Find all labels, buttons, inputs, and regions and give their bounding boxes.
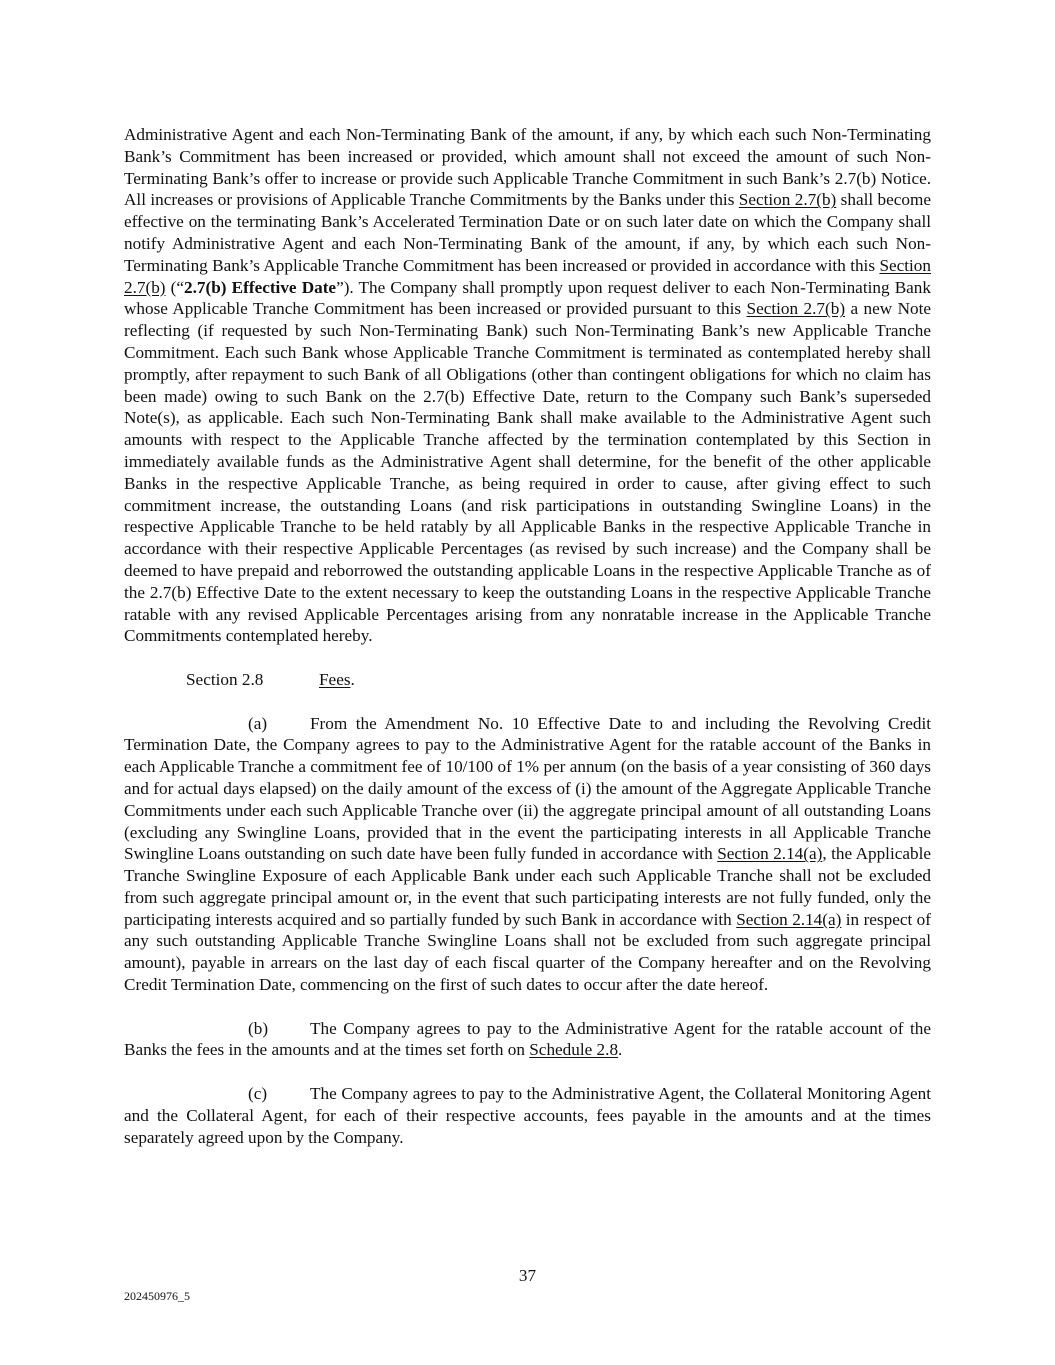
text-run: a new Note reflecting (if requested by such Non-Terminating Bank) such Non-Terminating Bank’s new Applicable Tranche Commitment. Each such Bank whose Applicable Tranche Commitment is terminated as contemplated hereby shall promptly, after repayment to such Bank of all Obligations (other than contingent obligations for which no claim has been made) owing to such Bank on the 2.7(b) Effective Date, return to the Company such Bank’s superseded Note(s), as applicable. Each such Non-Terminating Bank shall make available to the Administrative Agent such amounts with respect to the Applicable Tranche affected by the termination contemplated by this Section in immediately available funds as the Administrative Agent shall determine, for the benefit of the other applicable Banks in the respective Applicable Tranche, as being required in order to cause, after giving effect to such commitment increase, the outstanding Loans (and risk participations in outstanding Swingline Loans) in the respective Applicable Tranche to be held ratably by all Applicable Banks in the respective Applicable Tranche in accordance with their respective Applicable Percentages (as revised by such increase) and the Company shall be deemed to have prepaid and reborrowed the outstanding applicable Loans in the respective Applicable Tranche as of the 2.7(b) Effective Date to the extent necessary to keep the outstanding Loans in the respective Applicable Tranche ratable with any revised Applicable Percentages arising from any nonratable increase in the Applicable Tranche Commitments contemplated hereby. xyxy=(124,299,931,646)
paragraph-label: (b) xyxy=(248,1018,269,1038)
document-id: 202450976_5 xyxy=(124,1289,190,1303)
section-reference: Section 2.7(b) xyxy=(738,190,837,210)
paragraph-a xyxy=(124,713,931,996)
page-number: 37 xyxy=(518,1266,537,1285)
section-reference: Section 2.14(a) xyxy=(736,909,842,929)
paragraph-c xyxy=(124,1083,931,1148)
section-title-punct: . xyxy=(350,669,355,689)
text-run: The Company agrees to pay to the Administrative Agent for the ratable account of the Banks the fees in the amounts and at the times set forth on xyxy=(124,1018,931,1060)
text-run: Administrative Agent and each Non-Terminating Bank of the amount, if any, by which each such Non-Terminating Bank’s Commitment has been increased or provided, which amount shall not exceed the amount of such Non-Terminating Bank’s offer to increase or provide such Applicable Tranche Commitment in such Bank’s 2.7(b) Notice. All increases or provisions of Applicable Tranche Commitments by the Banks under this xyxy=(124,125,931,210)
text-run: in respect of any such outstanding Applicable Tranche Swingline Loans shall not be excluded from such aggregate principal amount), payable in arrears on the last day of each fiscal quarter of the Company hereafter and on the Revolving Credit Termination Date, commencing on the first of such dates to occur after the date hereof. xyxy=(124,909,931,995)
paragraph-b xyxy=(124,1018,931,1062)
text-run: . xyxy=(618,1040,623,1060)
schedule-reference: Schedule 2.8 xyxy=(529,1040,619,1060)
text-run: ”). The Company shall promptly upon request deliver to each Non-Terminating Bank whose Applicable Tranche Commitment has been increased or provided pursuant to this xyxy=(124,277,931,319)
text-run: , the Applicable Tranche Swingline Exposure of each Applicable Bank under each such Applicable Tranche shall not be excluded from such aggregate principal amount or, in the event that such participating interests are not fully funded, only the participating interests acquired and so partially funded by such Bank in accordance with xyxy=(124,844,931,929)
text-run: From the Amendment No. 10 Effective Date to and including the Revolving Credit Termination Date, the Company agrees to pay to the Administrative Agent for the ratable account of the Banks in each Applicable Tranche a commitment fee of 10/100 of 1% per annum (on the basis of a year consisting of 360 days and for actual days elapsed) on the daily amount of the excess of (i) the amount of the Aggregate Applicable Tranche Commitments under each such Applicable Tranche over (ii) the aggregate principal amount of all outstanding Loans (excluding any Swingline Loans, provided that in the event the participating interests in all Applicable Tranche Swingline Loans outstanding on such date have been fully funded in accordance with xyxy=(124,713,931,864)
text-run: shall become effective on the terminating Bank’s Accelerated Termination Date or on such later date on which the Company shall notify Administrative Agent and each Non-Terminating Bank of the amount, if any, by which each such Non-Terminating Bank’s Applicable Tranche Commitment has been increased or provided in accordance with this xyxy=(124,190,931,275)
section-reference: Section 2.7(b) xyxy=(746,299,846,319)
section-reference: Section 2.7(b) xyxy=(124,255,931,297)
text-run: (“ xyxy=(165,277,185,297)
paragraph-label: (c) xyxy=(248,1084,268,1104)
paragraph-label: (a) xyxy=(248,713,268,733)
document-body xyxy=(124,124,931,1148)
section-reference: Section 2.14(a) xyxy=(717,844,823,864)
section-number: Section 2.8 xyxy=(186,669,264,689)
text-run: The Company agrees to pay to the Administrative Agent, the Collateral Monitoring Agent and the Collateral Agent, for each of their respective accounts, fees payable in the amounts and at the times separately agreed upon by the Company. xyxy=(124,1084,931,1147)
defined-term: 2.7(b) Effective Date xyxy=(184,277,337,297)
section-title: Fees xyxy=(319,669,351,689)
section-heading xyxy=(124,669,931,691)
continuation-paragraph xyxy=(124,124,931,647)
